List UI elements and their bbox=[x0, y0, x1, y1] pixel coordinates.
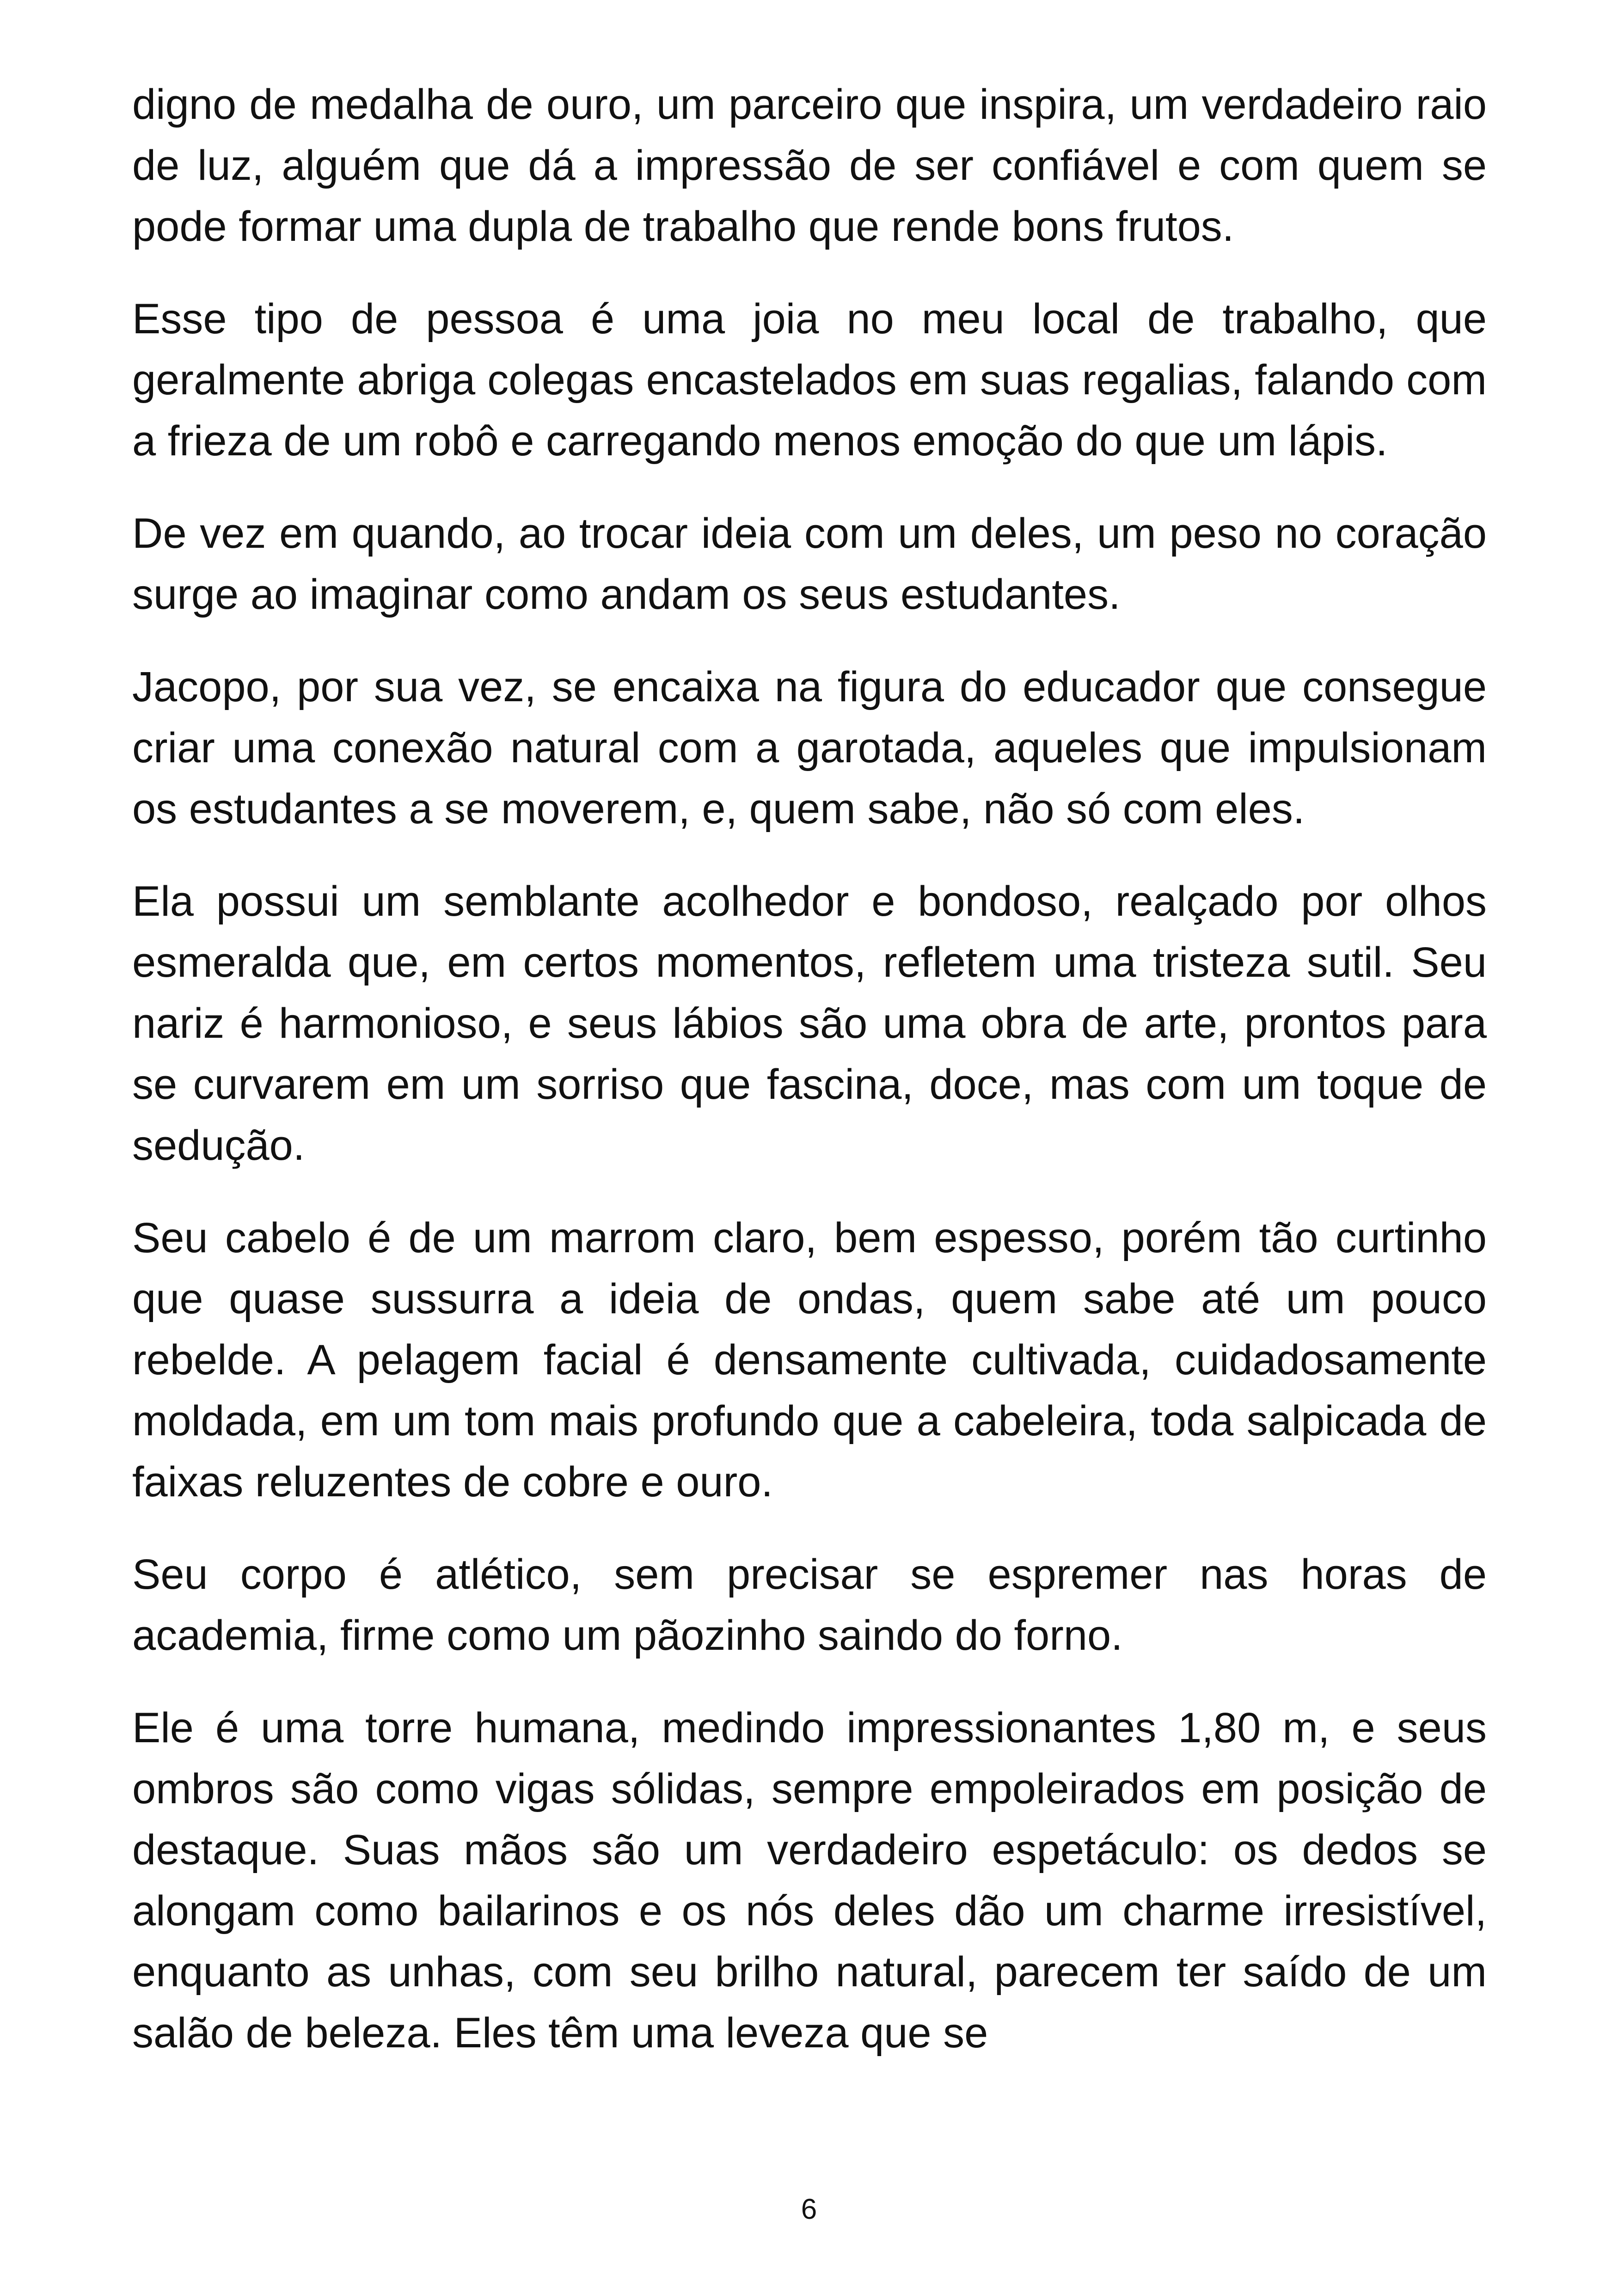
page-number: 6 bbox=[801, 2193, 817, 2225]
paragraph-3: De vez em quando, ao trocar ideia com um deles, um peso no coração surge ao imaginar como andam os seus estudantes. bbox=[132, 510, 1487, 618]
text-body bbox=[132, 74, 1487, 2095]
paragraph-5: Ela possui um semblante acolhedor e bondoso, realçado por olhos esmeralda que, em certos momentos, refletem uma tristeza sutil. Seu nariz é harmonioso, e seus lábios são uma obra de arte, prontos para se curvarem em um sorriso que fascina, doce, mas com um toque de sedução. bbox=[132, 878, 1487, 1169]
paragraph-2: Esse tipo de pessoa é uma joia no meu local de trabalho, que geralmente abriga colegas encastelados em suas regalias, falando com a frieza de um robô e carregando menos emoção do que um lápis. bbox=[132, 295, 1487, 465]
paragraph-7: Seu corpo é atlético, sem precisar se espremer nas horas de academia, firme como um pãozinho saindo do forno. bbox=[132, 1551, 1487, 1659]
paragraph-6: Seu cabelo é de um marrom claro, bem espesso, porém tão curtinho que quase sussurra a ideia de ondas, quem sabe até um pouco rebelde. A pelagem facial é densamente cultivada, cuidadosamente moldada, em um tom mais profundo que a cabeleira, toda salpicada de faixas reluzentes de cobre e ouro. bbox=[132, 1214, 1487, 1506]
paragraph-1: digno de medalha de ouro, um parceiro que inspira, um verdadeiro raio de luz, alguém que dá a impressão de ser confiável e com quem se pode formar uma dupla de trabalho que rende bons frutos. bbox=[132, 81, 1487, 250]
paragraph-4: Jacopo, por sua vez, se encaixa na figura do educador que consegue criar uma conexão natural com a garotada, aqueles que impulsionam os estudantes a se moverem, e, quem sabe, não só com eles. bbox=[132, 663, 1487, 833]
paragraph-8: Ele é uma torre humana, medindo impressionantes 1,80 m, e seus ombros são como vigas sólidas, sempre empoleirados em posição de destaque. Suas mãos são um verdadeiro espetáculo: os dedos se alongam como bailarinos e os nós deles dão um charme irresistível, enquanto as unhas, com seu brilho natural, parecem ter saído de um salão de beleza. Eles têm uma leveza que se bbox=[132, 1704, 1487, 2057]
